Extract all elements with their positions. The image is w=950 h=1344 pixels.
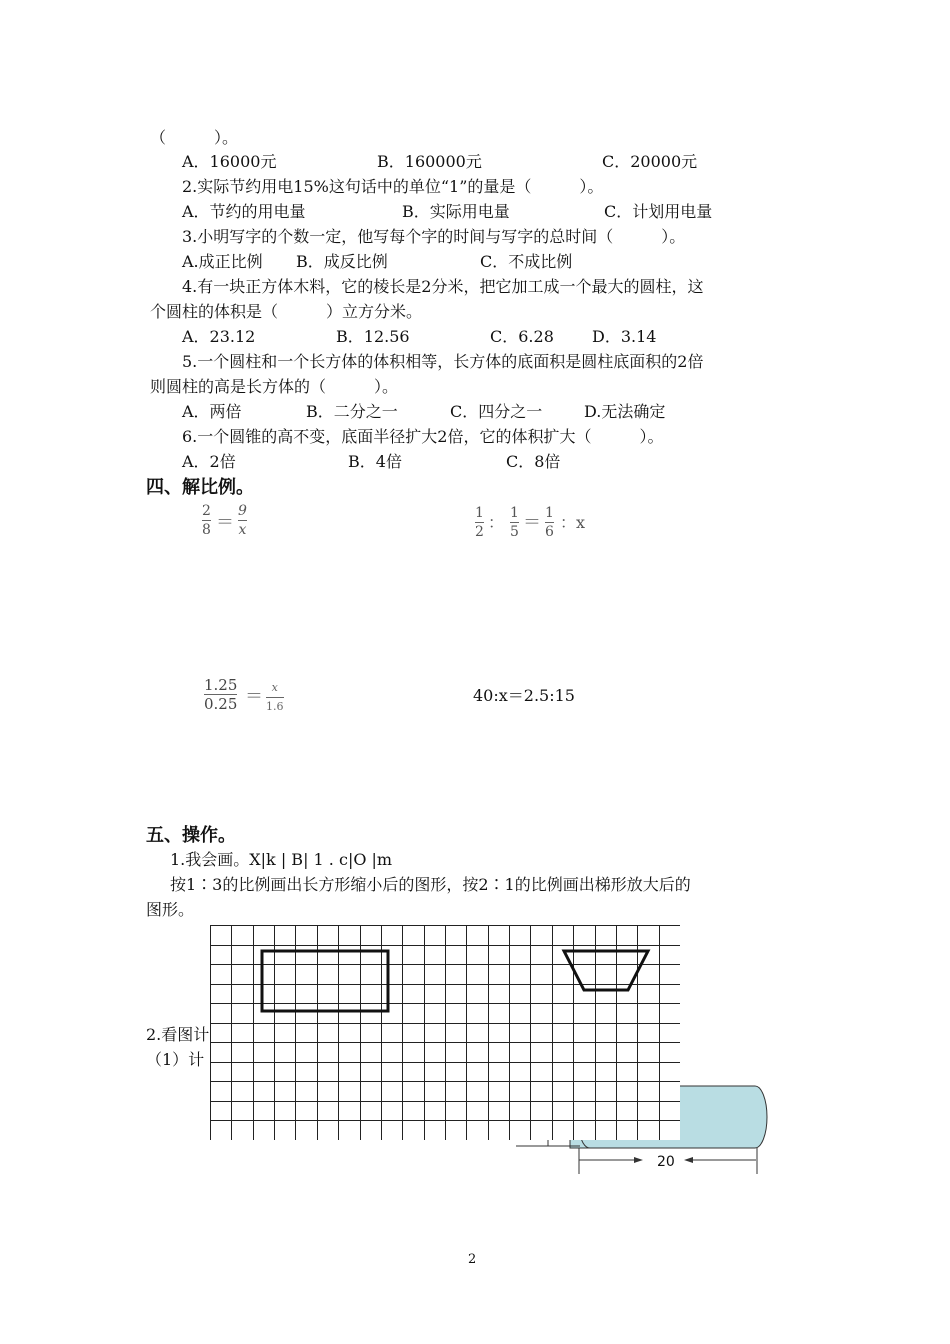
q4-option-c: C．6.28 [490,327,554,346]
q3-option-a: A.成正比例 [182,252,263,271]
item-1-title: 1.我会画。X|k | B| 1 . c|O |m [170,850,393,869]
q1-option-c: C．20000元 [602,152,698,171]
q5-option-a: A．两倍 [182,402,242,421]
q5-text-a: 5.一个圆柱和一个长方体的体积相等，长方体的底面积是圆柱底面积的2倍 [182,352,704,371]
q2-option-a: A．节约的用电量 [182,202,306,221]
q4-option-a: A．23.12 [182,327,256,346]
q3-option-b: B．成反比例 [296,252,388,271]
section-5-heading: 五、操作。 [146,825,236,846]
item-1-desc-a: 按1∶3的比例画出长方形缩小后的图形，按2∶1的比例画出梯形放大后的 [170,875,691,894]
q2-text: 2.实际节约用电15%这句话中的单位“1”的量是（ ）。 [182,177,604,196]
section-4-heading: 四、解比例。 [146,477,254,498]
q5-text-b: 则圆柱的高是长方体的（ ）。 [150,377,399,396]
q4-text-b: 个圆柱的体积是（ ）立方分米。 [150,302,423,321]
q2-option-c: C．计划用电量 [604,202,713,221]
item-2-sub: （1）计 [146,1050,205,1069]
equation-4: 40:x＝2.5:15 [473,686,575,705]
item-2-title: 2.看图计 [146,1025,210,1044]
q3-option-c: C．不成比例 [480,252,573,271]
drawing-grid[interactable] [210,925,680,1140]
dimension-label: 20 [657,1154,675,1170]
q5-option-d: D.无法确定 [584,402,666,421]
q6-option-b: B．4倍 [348,452,402,471]
q1-option-a: A．16000元 [182,152,277,171]
item-1-desc-b: 图形。 [146,900,195,919]
q1-blank: （ ）。 [150,128,239,147]
q5-option-c: C．四分之一 [450,402,543,421]
q3-text: 3.小明写字的个数一定，他写每个字的时间与写字的总时间（ ）。 [182,227,686,246]
q1-option-b: B．160000元 [377,152,482,171]
q6-option-a: A．2倍 [182,452,236,471]
q6-text: 6.一个圆锥的高不变，底面半径扩大2倍，它的体积扩大（ ）。 [182,427,664,446]
q5-option-b: B．二分之一 [306,402,398,421]
q2-option-b: B．实际用电量 [402,202,510,221]
q4-option-d: D．3.14 [592,327,657,346]
q6-option-c: C．8倍 [506,452,561,471]
q4-text-a: 4.有一块正方体木料，它的棱长是2分米，把它加工成一个最大的圆柱，这 [182,277,704,296]
page-number: 2 [468,1252,477,1267]
q4-option-b: B．12.56 [336,327,410,346]
